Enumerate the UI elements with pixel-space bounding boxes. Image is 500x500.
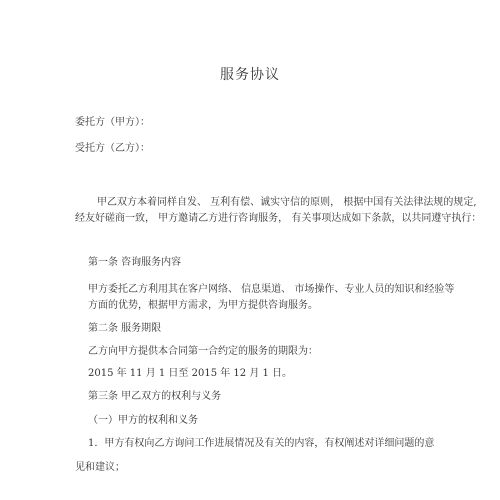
party-a-label: 委托方（甲方）： (75, 117, 150, 128)
article-3-item-1-line-2: 见和建议； (75, 462, 125, 473)
document-title: 服务协议 (220, 67, 280, 83)
article-3-heading: 第三条 甲乙双方的权利与义务 (88, 391, 222, 402)
article-1-line-1: 甲方委托乙方利用其在客户网络、 信息渠道、 市场操作、专业人员的知识和经验等 (88, 284, 455, 295)
article-1-line-2: 方面的优势，根据甲方需求，为甲方提供咨询服务。 (88, 300, 318, 311)
intro-paragraph-line-1: 甲乙双方本着同样自发、 互利有偿、诚实守信的原则， 根据中国有关法律法规的规定, (97, 197, 477, 208)
article-2-heading: 第二条 服务期限 (88, 323, 162, 334)
article-2-dates: 2015 年 11 月 1 日至 2015 年 12 月 1 日。 (88, 368, 293, 379)
article-2-line-1: 乙方向甲方提供本合同第一合约定的服务的期限为： (88, 346, 318, 357)
article-3-subheading-1: （一）甲方的权利和义务 (88, 415, 198, 426)
party-b-label: 受托方（乙方）： (75, 143, 150, 154)
article-3-item-1-line-1: 1．甲方有权向乙方询问工作进展情况及有关的内容，有权阐述对详细问题的意 (88, 438, 435, 449)
intro-paragraph-line-2: 经友好磋商一致， 甲方邀请乙方进行咨询服务， 有关事项达成如下条款，以共同遵守执行： (75, 213, 482, 224)
article-1-heading: 第一条 咨询服务内容 (88, 257, 182, 268)
